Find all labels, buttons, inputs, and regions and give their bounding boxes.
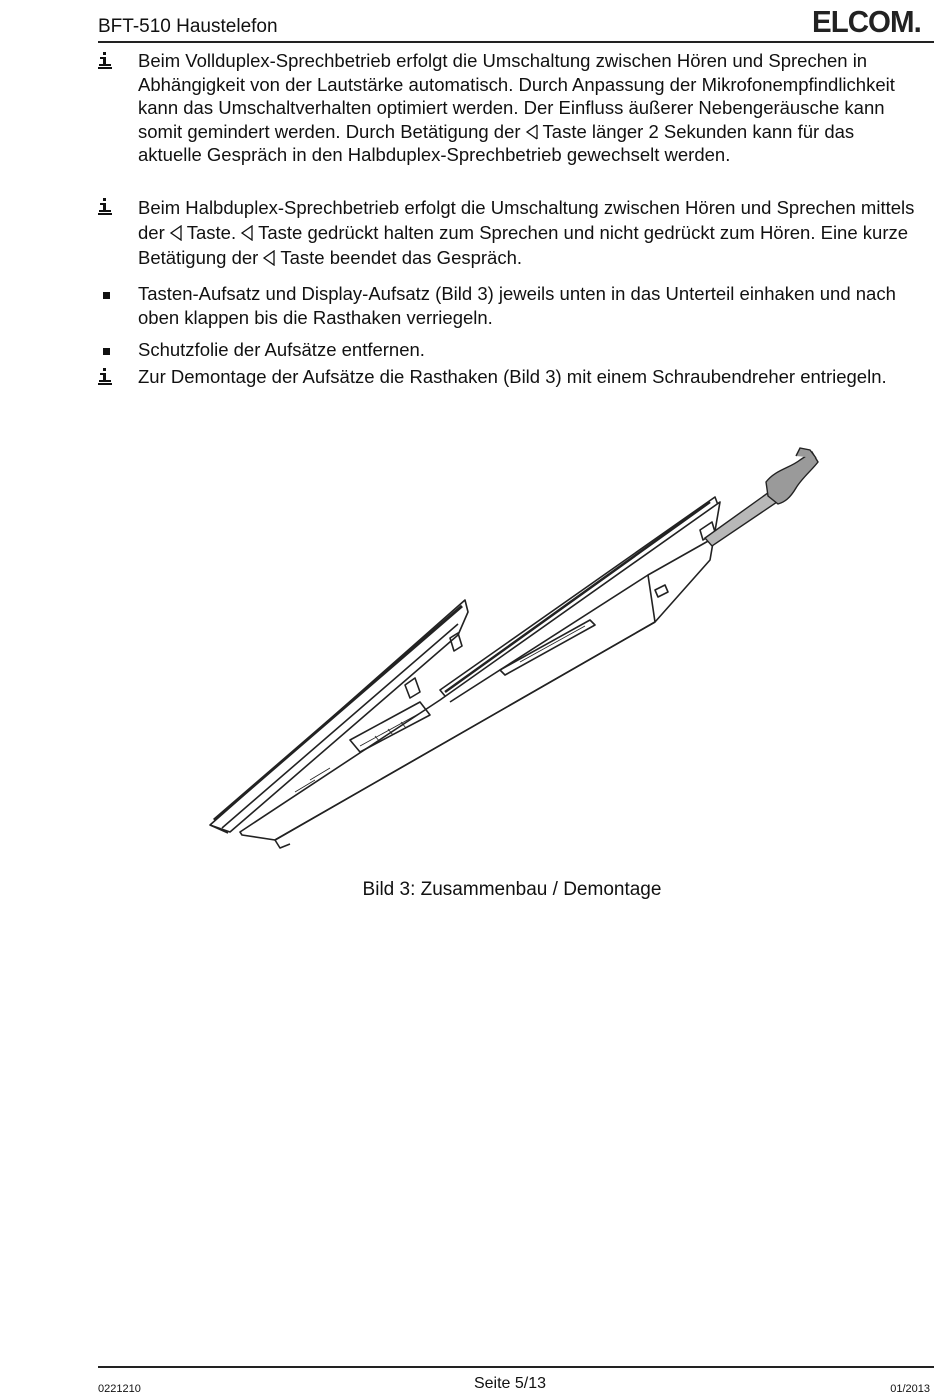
elcom-logo: ELCOM. — [812, 4, 921, 39]
info-note-vollduplex — [98, 49, 918, 167]
paragraph-text: Beim Halbduplex-Sprechbetrieb erfolgt die Umschaltung zwischen Hören und Sprechen mittels der Taste. Taste gedrückt halten zum Sprechen und nicht gedrückt zum Hören. Eine kurze Betätigung der Taste beendet das Gespräch. — [138, 197, 915, 268]
speaker-key-icon — [525, 124, 539, 140]
assembly-illustration — [200, 440, 840, 860]
bullet-marker — [98, 338, 114, 361]
header-title: BFT-510 Haustelefon — [98, 16, 278, 37]
footer-date: 01/2013 — [890, 1383, 930, 1395]
footer-doc-number: 0221210 — [98, 1383, 141, 1395]
info-icon — [98, 49, 114, 73]
figure-caption: Bild 3: Zusammenbau / Demontage — [362, 879, 662, 900]
speaker-key-icon — [240, 225, 254, 241]
info-icon — [98, 195, 114, 219]
info-icon — [98, 365, 114, 389]
info-note-halbduplex — [98, 195, 918, 270]
header-divider — [98, 41, 934, 43]
footer-page-number: Seite 5/13 — [473, 1375, 547, 1392]
footer-divider — [98, 1366, 934, 1368]
bullet-marker — [98, 282, 114, 305]
paragraph-text: Beim Vollduplex-Sprechbetrieb erfolgt die Umschaltung zwischen Hören und Sprechen in Abhängigkeit von der Lautstärke automatisch. Durch Anpassung der Mikrofonempfindlichkeit kann das Umschaltverhalten optimiert werden. Der Einfluss äußerer Nebengeräusche kann somit gemindert werden. Durch Betätigung der Taste länger 2 Sekunden kann für das aktuelle Gespräch in den Halbduplex-Sprechbetrieb gewechselt werden. — [138, 50, 895, 165]
paragraph-text: Schutzfolie der Aufsätze entfernen. — [138, 339, 425, 360]
bullet-protective-film — [98, 338, 918, 362]
paragraph-text: Zur Demontage der Aufsätze die Rasthaken (Bild 3) mit einem Schraubendreher entriegeln. — [138, 366, 887, 387]
paragraph-text: Tasten-Aufsatz und Display-Aufsatz (Bild 3) jeweils unten in das Unterteil einhaken und nach oben klappen bis die Rasthaken verriegeln. — [138, 283, 896, 328]
speaker-key-icon — [169, 225, 183, 241]
bullet-assembly — [98, 282, 918, 329]
speaker-key-icon — [262, 250, 276, 266]
info-note-disassembly — [98, 365, 918, 389]
